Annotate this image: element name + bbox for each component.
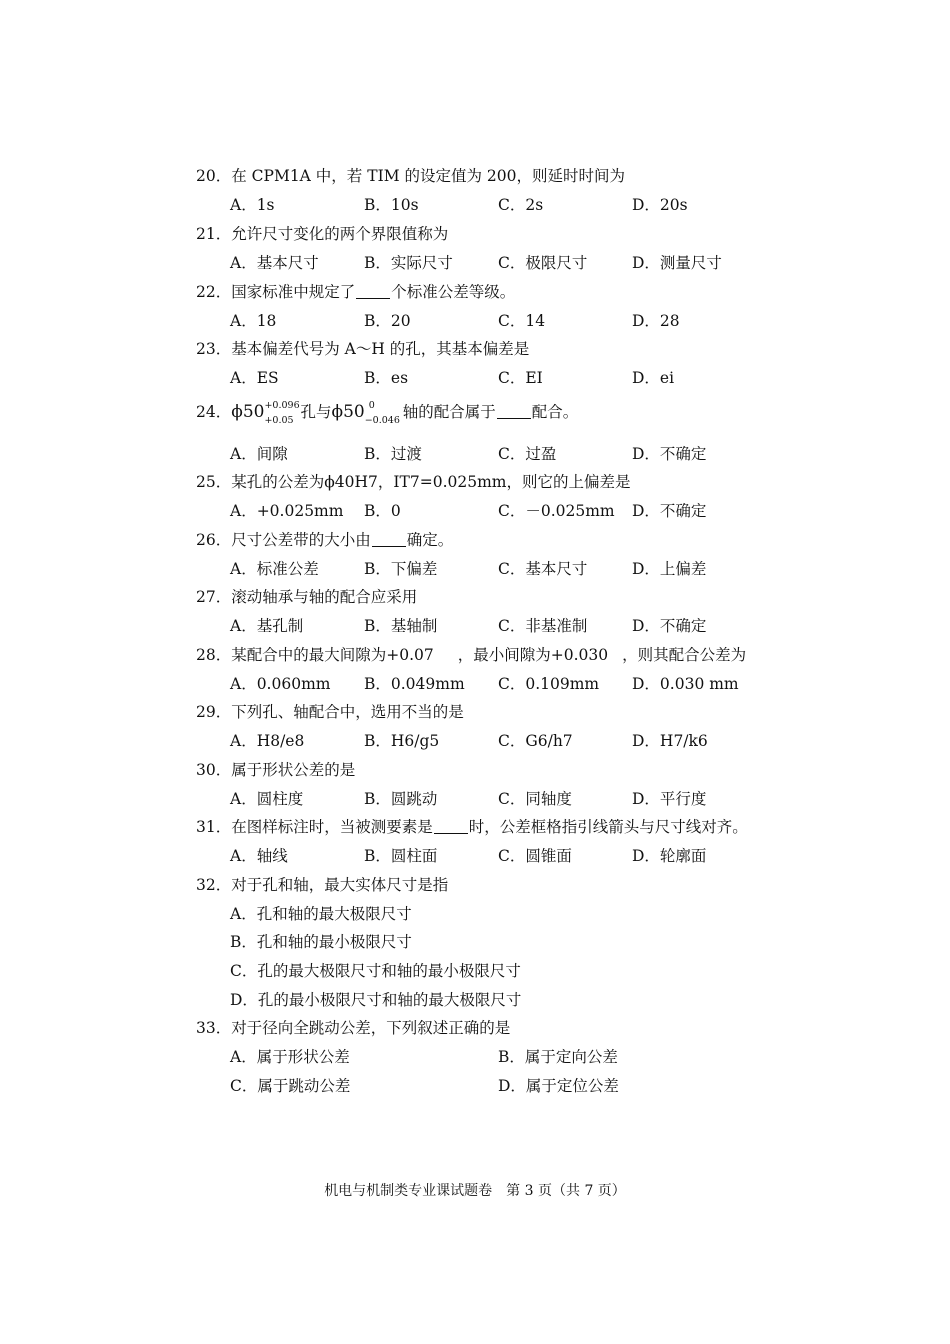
option-b: B．es — [364, 369, 409, 387]
option-b: B．0.049mm — [364, 675, 465, 693]
option-a: A．1s — [230, 196, 275, 214]
option-d: D．孔的最小极限尺寸和轴的最大极限尺寸 — [230, 991, 522, 1009]
question-33 — [196, 1018, 510, 1038]
option-c: C．属于跳动公差 — [230, 1077, 351, 1095]
answer-blank — [372, 532, 406, 547]
question-number: 23． — [196, 340, 232, 358]
question-text-tail: 确定。 — [406, 531, 454, 549]
option-c: C．G6/h7 — [498, 732, 573, 750]
option-a: A．标准公差 — [230, 560, 319, 578]
option-a: A．基本尺寸 — [230, 254, 319, 272]
option-d: D．不确定 — [632, 617, 707, 635]
page-footer: 机电与机制类专业课试题卷 第 3 页（共 7 页） — [324, 1183, 626, 1199]
question-29 — [196, 702, 464, 722]
option-b: B．过渡 — [364, 445, 422, 463]
option-a: A．属于形状公差 — [230, 1048, 350, 1066]
question-27 — [196, 587, 417, 607]
shaft-upper-deviation: 0 — [368, 400, 375, 411]
question-text: 下列孔、轴配合中，选用不当的是 — [231, 703, 464, 721]
option-a: A．基孔制 — [230, 617, 304, 635]
option-b: B．孔和轴的最小极限尺寸 — [230, 933, 412, 951]
option-c: C．同轴度 — [498, 790, 572, 808]
question-number: 31． — [196, 818, 232, 836]
option-a: A．轴线 — [230, 847, 288, 865]
option-b: B．圆跳动 — [364, 790, 438, 808]
question-text: 对于径向全跳动公差，下列叙述正确的是 — [231, 1019, 511, 1037]
question-text-tail: 时，公差框格指引线箭头与尺寸线对齐。 — [468, 818, 748, 836]
option-c: C．极限尺寸 — [498, 254, 588, 272]
question-23 — [196, 339, 529, 359]
question-number: 20． — [196, 167, 232, 185]
question-number: 26． — [196, 531, 232, 549]
question-number: 21． — [196, 225, 232, 243]
option-a: A．孔和轴的最大极限尺寸 — [230, 905, 412, 923]
option-c: C．－0.025mm — [498, 502, 615, 520]
option-d: D．20s — [632, 196, 688, 214]
option-a: A．18 — [230, 312, 277, 330]
shaft-dimension: ϕ50 — [331, 402, 365, 422]
answer-blank — [497, 404, 531, 419]
option-a: A．ES — [230, 369, 279, 387]
question-21 — [196, 224, 448, 244]
shaft-tolerance — [364, 400, 403, 426]
option-d: D．不确定 — [632, 445, 707, 463]
question-28 — [196, 645, 746, 665]
question-text: 某孔的公差为ϕ40H7，IT7=0.025mm，则它的上偏差是 — [231, 473, 631, 491]
option-b: B．基轴制 — [364, 617, 438, 635]
question-text: 属于形状公差的是 — [231, 761, 356, 779]
option-d: D．0.030 mm — [632, 675, 739, 693]
question-text: 对于孔和轴，最大实体尺寸是指 — [231, 876, 449, 894]
question-24 — [196, 400, 579, 426]
option-a: A．H8/e8 — [230, 732, 305, 750]
option-d: D．不确定 — [632, 502, 707, 520]
option-c: C．14 — [498, 312, 546, 330]
answer-blank — [356, 284, 390, 299]
option-a: A．0.060mm — [230, 675, 331, 693]
question-text-mid: ，最小间隙为+0.030 — [457, 646, 609, 664]
question-20 — [196, 166, 625, 186]
question-text: 在图样标注时，当被测要素是 — [231, 818, 433, 836]
option-d: D．H7/k6 — [632, 732, 708, 750]
question-30 — [196, 760, 355, 780]
question-32 — [196, 875, 448, 895]
question-number: 28． — [196, 646, 232, 664]
option-c: C．过盈 — [498, 445, 557, 463]
option-b: B．H6/g5 — [364, 732, 440, 750]
option-a: A．+0.025mm — [230, 502, 344, 520]
question-text: 基本偏差代号为 A～H 的孔，其基本偏差是 — [231, 340, 530, 358]
question-number: 30． — [196, 761, 232, 779]
question-text: 允许尺寸变化的两个界限值称为 — [231, 225, 449, 243]
option-d: D．ei — [632, 369, 675, 387]
question-26 — [196, 530, 453, 550]
question-text: 国家标准中规定了 — [231, 283, 356, 301]
option-b: B．0 — [364, 502, 401, 520]
question-number: 24． — [196, 403, 232, 421]
question-number: 29． — [196, 703, 232, 721]
option-d: D．测量尺寸 — [632, 254, 722, 272]
question-text: 某配合中的最大间隙为+0.07 — [231, 646, 434, 664]
option-c: C．基本尺寸 — [498, 560, 588, 578]
question-number: 33． — [196, 1019, 232, 1037]
option-c: C．孔的最大极限尺寸和轴的最小极限尺寸 — [230, 962, 521, 980]
hole-lower-deviation: +0.05 — [264, 415, 294, 426]
shaft-lower-deviation: −0.046 — [364, 415, 400, 426]
answer-blank — [434, 819, 468, 834]
question-text-tail: ，则其配合公差为 — [622, 646, 747, 664]
question-number: 25． — [196, 473, 232, 491]
question-text-tail: 个标准公差等级。 — [391, 283, 516, 301]
option-b: B．圆柱面 — [364, 847, 438, 865]
option-d: D．轮廓面 — [632, 847, 707, 865]
option-c: C．非基准制 — [498, 617, 588, 635]
option-c: C．EI — [498, 369, 543, 387]
question-text: 在 CPM1A 中，若 TIM 的设定值为 200，则延时时间为 — [231, 167, 626, 185]
hole-tolerance — [264, 400, 300, 426]
question-22 — [196, 282, 515, 302]
question-number: 32． — [196, 876, 232, 894]
option-b: B．实际尺寸 — [364, 254, 453, 272]
option-a: A．圆柱度 — [230, 790, 304, 808]
option-d: D．平行度 — [632, 790, 707, 808]
question-text: 滚动轴承与轴的配合应采用 — [231, 588, 418, 606]
question-text-tail: 配合。 — [531, 403, 579, 421]
question-text: 轴的配合属于 — [402, 403, 496, 421]
option-c: C．2s — [498, 196, 544, 214]
option-d: D．属于定位公差 — [498, 1077, 619, 1095]
hole-upper-deviation: +0.096 — [264, 400, 300, 411]
question-text-mid: 孔与 — [300, 403, 332, 421]
hole-dimension: ϕ50 — [231, 402, 265, 422]
option-a: A．间隙 — [230, 445, 288, 463]
option-d: D．28 — [632, 312, 680, 330]
option-b: B．20 — [364, 312, 411, 330]
question-25 — [196, 472, 630, 492]
option-b: B．10s — [364, 196, 419, 214]
question-number: 27． — [196, 588, 232, 606]
option-c: C．圆锥面 — [498, 847, 572, 865]
option-d: D．上偏差 — [632, 560, 707, 578]
option-b: B．下偏差 — [364, 560, 438, 578]
question-31 — [196, 817, 748, 837]
option-c: C．0.109mm — [498, 675, 600, 693]
question-text: 尺寸公差带的大小由 — [231, 531, 371, 549]
question-number: 22． — [196, 283, 232, 301]
option-b: B．属于定向公差 — [498, 1048, 618, 1066]
